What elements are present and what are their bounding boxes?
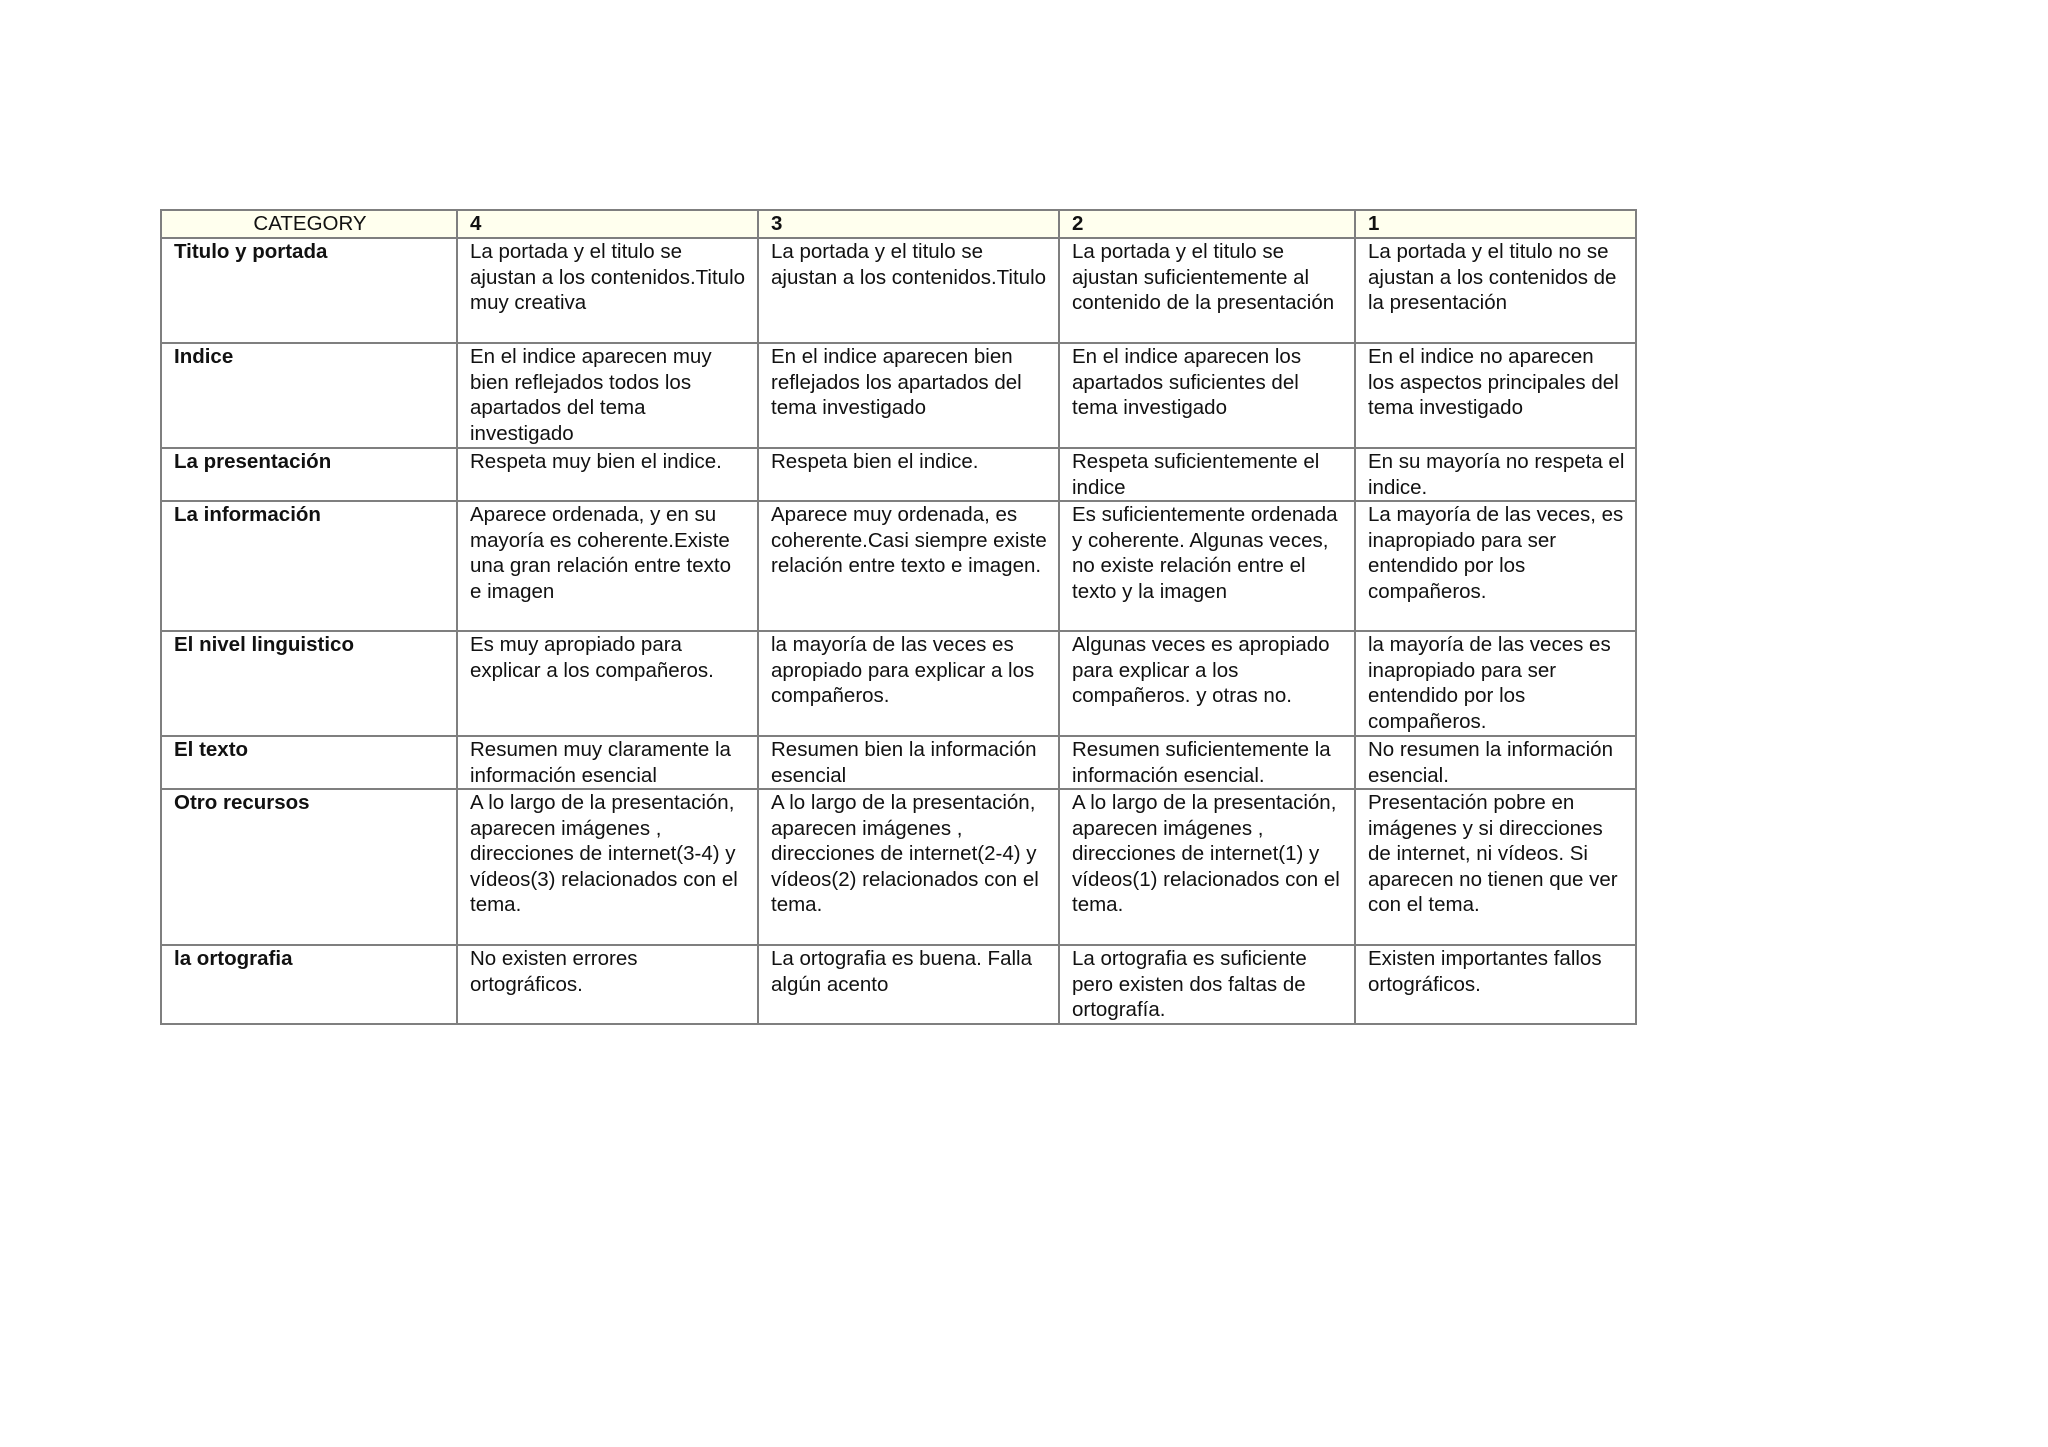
cell-score-1: La mayoría de las veces, es inapropiado para ser entendido por los compañeros. (1355, 501, 1636, 631)
cell-score-4: No existen errores ortográficos. (457, 945, 758, 1024)
cell-score-1: La portada y el titulo no se ajustan a los contenidos de la presentación (1355, 238, 1636, 343)
table-row (161, 945, 1636, 1024)
header-category: CATEGORY (161, 210, 457, 238)
header-score-2: 2 (1059, 210, 1355, 238)
cell-score-1: Presentación pobre en imágenes y si direcciones de internet, ni vídeos. Si aparecen no tienen que ver con el tema. (1355, 789, 1636, 945)
cell-score-4: La portada y el titulo se ajustan a los contenidos.Titulo muy creativa (457, 238, 758, 343)
table-row (161, 789, 1636, 945)
cell-score-3: la mayoría de las veces es apropiado para explicar a los compañeros. (758, 631, 1059, 736)
table-row (161, 736, 1636, 789)
cell-score-4: En el indice aparecen muy bien reflejados todos los apartados del tema investigado (457, 343, 758, 448)
cell-score-2: En el indice aparecen los apartados suficientes del tema investigado (1059, 343, 1355, 448)
rubric-table (160, 209, 1637, 1025)
cell-score-3: A lo largo de la presentación, aparecen imágenes , direcciones de internet(2-4) y vídeos(2) relacionados con el tema. (758, 789, 1059, 945)
row-category: La presentación (161, 448, 457, 501)
cell-score-1: No resumen la información esencial. (1355, 736, 1636, 789)
cell-score-3: En el indice aparecen bien reflejados los apartados del tema investigado (758, 343, 1059, 448)
cell-score-2: Respeta suficientemente el indice (1059, 448, 1355, 501)
cell-score-4: Respeta muy bien el indice. (457, 448, 758, 501)
table-row (161, 631, 1636, 736)
header-score-1: 1 (1355, 210, 1636, 238)
cell-score-1: En su mayoría no respeta el indice. (1355, 448, 1636, 501)
row-category: Indice (161, 343, 457, 448)
cell-score-2: Algunas veces es apropiado para explicar a los compañeros. y otras no. (1059, 631, 1355, 736)
row-category: Otro recursos (161, 789, 457, 945)
row-category: El texto (161, 736, 457, 789)
cell-score-4: Resumen muy claramente la información esencial (457, 736, 758, 789)
cell-score-1: En el indice no aparecen los aspectos principales del tema investigado (1355, 343, 1636, 448)
row-category: La información (161, 501, 457, 631)
cell-score-2: La portada y el titulo se ajustan suficientemente al contenido de la presentación (1059, 238, 1355, 343)
row-category: El nivel linguistico (161, 631, 457, 736)
table-row (161, 343, 1636, 448)
header-score-3: 3 (758, 210, 1059, 238)
header-score-4: 4 (457, 210, 758, 238)
table-row (161, 448, 1636, 501)
cell-score-4: Aparece ordenada, y en su mayoría es coherente.Existe una gran relación entre texto e imagen (457, 501, 758, 631)
cell-score-2: Es suficientemente ordenada y coherente. Algunas veces, no existe relación entre el texto y la imagen (1059, 501, 1355, 631)
cell-score-4: Es muy apropiado para explicar a los compañeros. (457, 631, 758, 736)
cell-score-3: Respeta bien el indice. (758, 448, 1059, 501)
cell-score-3: La portada y el titulo se ajustan a los contenidos.Titulo (758, 238, 1059, 343)
cell-score-3: Aparece muy ordenada, es coherente.Casi siempre existe relación entre texto e imagen. (758, 501, 1059, 631)
cell-score-2: La ortografia es suficiente pero existen dos faltas de ortografía. (1059, 945, 1355, 1024)
cell-score-4: A lo largo de la presentación, aparecen imágenes , direcciones de internet(3-4) y vídeos(3) relacionados con el tema. (457, 789, 758, 945)
table-row (161, 501, 1636, 631)
cell-score-2: A lo largo de la presentación, aparecen imágenes , direcciones de internet(1) y vídeos(1) relacionados con el tema. (1059, 789, 1355, 945)
cell-score-1: la mayoría de las veces es inapropiado para ser entendido por los compañeros. (1355, 631, 1636, 736)
table-row (161, 238, 1636, 343)
row-category: Titulo y portada (161, 238, 457, 343)
cell-score-3: La ortografia es buena. Falla algún acento (758, 945, 1059, 1024)
cell-score-3: Resumen bien la información esencial (758, 736, 1059, 789)
row-category: la ortografia (161, 945, 457, 1024)
cell-score-1: Existen importantes fallos ortográficos. (1355, 945, 1636, 1024)
cell-score-2: Resumen suficientemente la información esencial. (1059, 736, 1355, 789)
header-row (161, 210, 1636, 238)
